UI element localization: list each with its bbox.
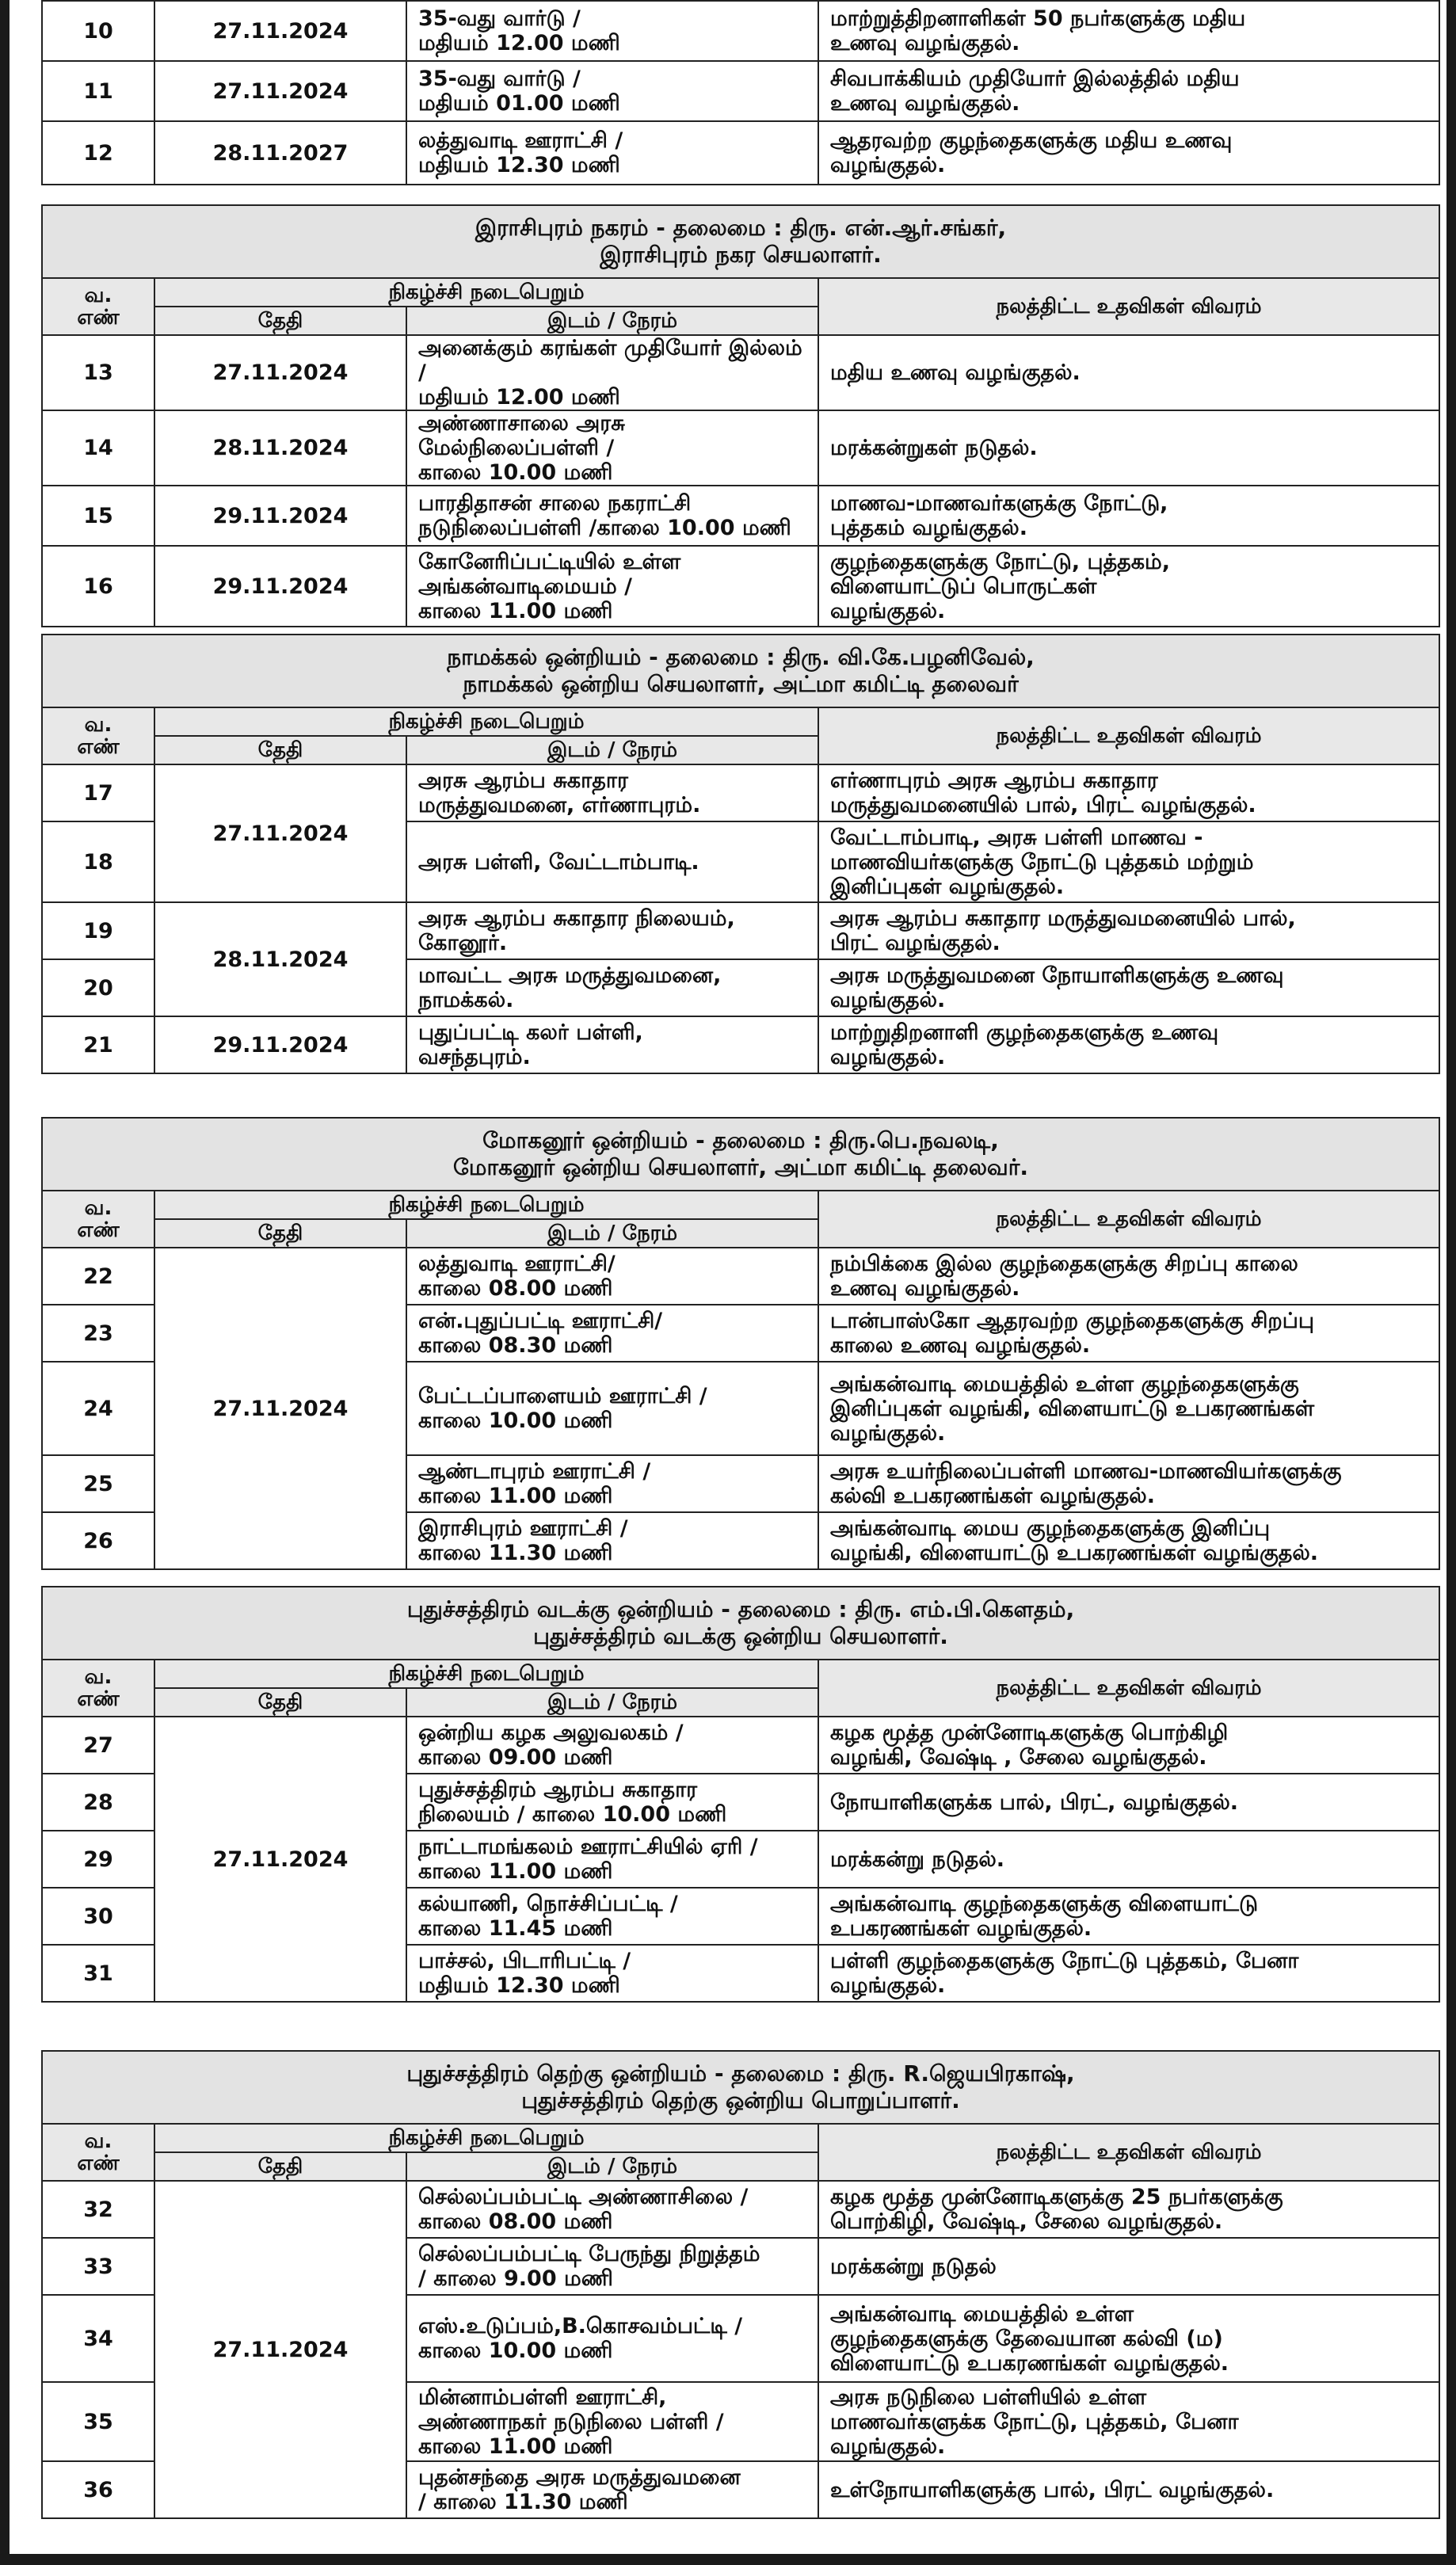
place-time-cell (406, 1305, 818, 1362)
date-cell: 27.11.2024 (154, 335, 406, 410)
text-line: வழங்குதல். (830, 1420, 946, 1446)
text-line: காலை 09.00 மணி (418, 1745, 613, 1770)
serial-number-cell: 29 (42, 1831, 154, 1888)
place-time-cell (406, 335, 818, 410)
text-line: அரசு மருத்துவமனை நோயாளிகளுக்கு உணவு (830, 963, 1284, 988)
details-cell (818, 1831, 1439, 1888)
serial-number-cell: 17 (42, 764, 154, 821)
details-cell (818, 1888, 1439, 1945)
date-cell: 27.11.2024 (154, 1717, 406, 2002)
text-line: காலை 11.00 மணி (418, 1859, 613, 1884)
header-line: வ. (84, 713, 112, 737)
place-time-header: இடம் / நேரம் (406, 1219, 818, 1248)
text-line: காலை 11.45 மணி (418, 1916, 613, 1941)
place-time-header: இடம் / நேரம் (406, 2152, 818, 2181)
text-line: புதன்சந்தை அரசு மருத்துவமனை (418, 2465, 741, 2490)
place-time-cell (406, 2382, 818, 2461)
serial-number-cell: 26 (42, 1512, 154, 1569)
text-line: லத்துவாடி ஊராட்சி/ (418, 1252, 616, 1276)
serial-number-cell: 24 (42, 1362, 154, 1455)
table-row (42, 546, 1439, 627)
details-cell (818, 2181, 1439, 2238)
text-line: கோனேரிப்பட்டியில் உள்ள (418, 549, 681, 574)
text-line: அங்கன்வாடி குழந்தைகளுக்கு விளையாட்டு (830, 1892, 1259, 1916)
table-row (42, 2181, 1439, 2238)
text-line: என்.புதுப்பட்டி ஊராட்சி/ (418, 1309, 663, 1333)
column-header-row (42, 1191, 1439, 1219)
text-line: இராசிபுரம் நகரம் - தலைமை : திரு. என்.ஆர்.சங்கர், (475, 215, 1007, 241)
place-time-cell (406, 959, 818, 1016)
serial-number-cell: 35 (42, 2382, 154, 2461)
details-header: நலத்திட்ட உதவிகள் விவரம் (818, 278, 1439, 335)
text-line: காலை உணவு வழங்குதல். (830, 1333, 1091, 1358)
place-time-header: இடம் / நேரம் (406, 736, 818, 764)
date-cell: 27.11.2024 (154, 1, 406, 61)
text-line: மாற்றுத்திறனாளிகள் 50 நபர்களுக்கு மதிய (830, 6, 1246, 31)
text-line: நாமக்கல் ஒன்றியம் - தலைமை : திரு. வி.கே.பழனிவேல், (447, 644, 1035, 670)
text-line: அரசு உயர்நிலைப்பள்ளி மாணவ-மாணவியர்களுக்கு (830, 1459, 1342, 1484)
table-row (42, 902, 1439, 959)
serial-number-cell: 21 (42, 1016, 154, 1073)
section-title-row (42, 635, 1439, 707)
text-line: மருத்துவமனை, எர்ணாபுரம். (418, 793, 701, 818)
details-cell (818, 1248, 1439, 1305)
serial-number-header (42, 1660, 154, 1717)
text-line: வழங்குதல். (830, 153, 946, 177)
text-line: அங்கன்வாடி மையத்தில் உள்ள (830, 2301, 1134, 2327)
text-line: மாணவ-மாணவர்களுக்கு நோட்டு, (830, 491, 1168, 516)
details-cell (818, 1717, 1439, 1774)
table-row (42, 121, 1439, 185)
text-line: இராசிபுரம் ஊராட்சி / (418, 1516, 628, 1541)
header-line: வ. (84, 284, 112, 307)
text-line: மதியம் 12.30 மணி (418, 1973, 620, 1998)
text-line: அரசு ஆரம்ப சுகாதார மருத்துவமனையில் பால், (830, 906, 1296, 931)
text-line: நாட்டாமங்கலம் ஊராட்சியில் ஏரி / (418, 1835, 758, 1859)
details-cell (818, 1774, 1439, 1831)
text-line: மதியம் 01.00 மணி (418, 91, 620, 116)
table-row (42, 410, 1439, 486)
text-line: காலை 08.00 மணி (418, 1276, 613, 1301)
text-line: உணவு வழங்குதல். (830, 31, 1020, 55)
text-line: இனிப்புகள் வழங்குதல். (830, 874, 1065, 899)
union-section-table (41, 2050, 1439, 2519)
text-line: கழக மூத்த முன்னோடிகளுக்கு 25 நபர்களுக்கு (830, 2185, 1283, 2209)
text-line: அரசு பள்ளி, வேட்டாம்பாடி. (418, 849, 699, 875)
date-cell: 27.11.2024 (154, 764, 406, 902)
header-line: எண் (77, 1218, 120, 1242)
text-line: புதுச்சத்திரம் தெற்கு ஒன்றிய பொறுப்பாளர். (521, 2087, 960, 2113)
header-line: வ. (84, 2129, 112, 2153)
place-time-cell (406, 1, 818, 61)
column-header-row (42, 278, 1439, 307)
event-header: நிகழ்ச்சி நடைபெறும் (154, 278, 818, 307)
text-line: மாவட்ட அரசு மருத்துவமனை, (418, 963, 722, 988)
event-header: நிகழ்ச்சி நடைபெறும் (154, 2124, 818, 2152)
text-line: வசந்தபுரம். (418, 1045, 531, 1069)
text-line: எர்ணாபுரம் அரசு ஆரம்ப சுகாதார (830, 768, 1158, 793)
serial-number-cell: 27 (42, 1717, 154, 1774)
place-time-cell (406, 1362, 818, 1455)
text-line: பேட்டப்பாளையம் ஊராட்சி / (418, 1384, 707, 1408)
text-line: வழங்குதல். (830, 598, 946, 623)
header-line: எண் (77, 1687, 120, 1711)
text-line: குழந்தைகளுக்கு தேவையான கல்வி (ம) (830, 2326, 1223, 2351)
text-line: இராசிபுரம் நகர செயலாளர். (600, 242, 882, 268)
details-cell (818, 410, 1439, 486)
details-cell (818, 1305, 1439, 1362)
serial-number-cell: 10 (42, 1, 154, 61)
place-time-cell (406, 1888, 818, 1945)
place-time-cell (406, 1455, 818, 1512)
details-cell (818, 61, 1439, 121)
place-time-header: இடம் / நேரம் (406, 307, 818, 335)
serial-number-header (42, 1191, 154, 1248)
text-line: நடுநிலைப்பள்ளி /காலை 10.00 மணி (418, 516, 791, 540)
text-line: அங்கன்வாடிமையம் / (418, 574, 632, 599)
text-line: பாரதிதாசன் சாலை நகராட்சி (418, 491, 692, 516)
text-line: உணவு வழங்குதல். (830, 91, 1020, 116)
text-line: மதியம் 12.00 மணி (418, 31, 620, 55)
text-line: மதியம் 12.00 மணி (418, 385, 620, 410)
text-line: / காலை 11.30 மணி (418, 2490, 628, 2514)
place-time-cell (406, 61, 818, 121)
details-cell (818, 1455, 1439, 1512)
place-time-cell (406, 821, 818, 902)
place-time-cell (406, 1717, 818, 1774)
text-line: அண்ணாசாலை அரசு மேல்நிலைப்பள்ளி / (418, 411, 625, 460)
serial-number-cell: 25 (42, 1455, 154, 1512)
details-cell (818, 902, 1439, 959)
text-line: மதிய உணவு வழங்குதல். (830, 360, 1081, 385)
date-cell: 29.11.2024 (154, 546, 406, 627)
text-line: மோகனூர் ஒன்றிய செயலாளர், அட்மா கமிட்டி தலைவர். (453, 1154, 1028, 1180)
text-line: உணவு வழங்குதல். (830, 1276, 1020, 1301)
place-time-cell (406, 1945, 818, 2002)
text-line: காலை 10.00 மணி (418, 1408, 613, 1433)
text-line: புத்தகம் வழங்குதல். (830, 516, 1027, 540)
details-header: நலத்திட்ட உதவிகள் விவரம் (818, 2124, 1439, 2181)
table-row (42, 1016, 1439, 1073)
column-header-row (42, 707, 1439, 736)
header-line: எண் (77, 735, 120, 759)
section-title (42, 1118, 1439, 1191)
place-time-cell (406, 2461, 818, 2518)
text-line: ஆதரவற்ற குழந்தைகளுக்கு மதிய உணவு (830, 128, 1233, 153)
place-time-cell (406, 2295, 818, 2382)
serial-number-header (42, 707, 154, 764)
date-cell: 27.11.2024 (154, 2181, 406, 2518)
text-line: காலை 10.00 மணி (418, 460, 613, 485)
date-cell: 28.11.2024 (154, 410, 406, 486)
date-header: தேதி (154, 736, 406, 764)
serial-number-header (42, 278, 154, 335)
section-title-row (42, 1118, 1439, 1191)
serial-number-cell: 13 (42, 335, 154, 410)
table-row (42, 61, 1439, 121)
place-time-header: இடம் / நேரம் (406, 1688, 818, 1717)
details-cell (818, 121, 1439, 185)
table-row (42, 1717, 1439, 1774)
date-header: தேதி (154, 2152, 406, 2181)
text-line: பொற்கிழி, வேஷ்டி, சேலை வழங்குதல். (830, 2209, 1223, 2234)
date-cell: 27.11.2024 (154, 1248, 406, 1569)
text-line: விளையாட்டு உபகரணங்கள் வழங்குதல். (830, 2350, 1229, 2376)
details-header: நலத்திட்ட உதவிகள் விவரம் (818, 1191, 1439, 1248)
table-row (42, 486, 1439, 546)
text-line: உள்நோயாளிகளுக்கு பால், பிரட் வழங்குதல். (830, 2477, 1275, 2502)
place-time-cell (406, 1512, 818, 1569)
serial-number-cell: 33 (42, 2238, 154, 2295)
details-header: நலத்திட்ட உதவிகள் விவரம் (818, 707, 1439, 764)
text-line: நம்பிக்கை இல்ல குழந்தைகளுக்கு சிறப்பு காலை (830, 1252, 1298, 1276)
place-time-cell (406, 1016, 818, 1073)
serial-number-cell: 14 (42, 410, 154, 486)
date-cell: 29.11.2024 (154, 486, 406, 546)
text-line: 35-வது வார்டு / (418, 6, 581, 31)
text-line: இனிப்புகள் வழங்கி, விளையாட்டு உபகரணங்கள் (830, 1396, 1315, 1421)
text-line: மருத்துவமனையில் பால், பிரட் வழங்குதல். (830, 793, 1256, 818)
union-section-table (41, 634, 1439, 1074)
text-line: மோகனூர் ஒன்றியம் - தலைமை : திரு.பெ.நவலடி, (482, 1127, 999, 1153)
header-line: வ. (84, 1665, 112, 1689)
place-time-cell (406, 2181, 818, 2238)
serial-number-cell: 15 (42, 486, 154, 546)
place-time-cell (406, 1774, 818, 1831)
text-line: மரக்கன்று நடுதல். (830, 1847, 1005, 1872)
details-cell (818, 1016, 1439, 1073)
date-header: தேதி (154, 1688, 406, 1717)
text-line: வழங்குதல். (830, 1045, 946, 1069)
details-cell (818, 1, 1439, 61)
text-line: வழங்குதல். (830, 1973, 946, 1998)
text-line: வழங்குதல். (830, 988, 946, 1012)
text-line: சிவபாக்கியம் முதியோர் இல்லத்தில் மதிய (830, 67, 1240, 91)
header-line: எண் (77, 306, 120, 330)
details-header: நலத்திட்ட உதவிகள் விவரம் (818, 1660, 1439, 1717)
date-cell: 27.11.2024 (154, 61, 406, 121)
text-line: காலை 10.00 மணி (418, 2338, 613, 2363)
union-section-table (41, 204, 1439, 627)
text-line: அரசு ஆரம்ப சுகாதார நிலையம், (418, 906, 735, 931)
serial-number-cell: 23 (42, 1305, 154, 1362)
text-line: காலை 11.00 மணி (418, 1484, 613, 1508)
table-row (42, 1, 1439, 61)
text-line: அரசு ஆரம்ப சுகாதார (418, 768, 628, 793)
column-header-row (42, 2124, 1439, 2152)
text-line: கல்யாணி, நொச்சிப்பட்டி / (418, 1892, 678, 1916)
text-line: பிரட் வழங்குதல். (830, 931, 1001, 955)
text-line: ஒன்றிய கழக அலுவலகம் / (418, 1721, 684, 1745)
event-header: நிகழ்ச்சி நடைபெறும் (154, 1660, 818, 1688)
text-line: டான்பாஸ்கோ ஆதரவற்ற குழந்தைகளுக்கு சிறப்பு (830, 1309, 1314, 1333)
text-line: வழங்கி, வேஷ்டி , சேலை வழங்குதல். (830, 1745, 1207, 1770)
serial-number-cell: 18 (42, 821, 154, 902)
serial-number-cell: 12 (42, 121, 154, 185)
text-line: 35-வது வார்டு / (418, 67, 581, 91)
details-cell (818, 1362, 1439, 1455)
text-line: அண்ணாநகர் நடுநிலை பள்ளி / (418, 2409, 724, 2434)
serial-number-cell: 11 (42, 61, 154, 121)
text-line: செல்லப்பம்பட்டி பேருந்து நிறுத்தம் (418, 2242, 760, 2266)
text-line: கோனூர். (418, 931, 508, 955)
union-section-table (41, 1586, 1439, 2003)
place-time-cell (406, 1248, 818, 1305)
text-line: மாணவியர்களுக்கு நோட்டு புத்தகம் மற்றும் (830, 849, 1254, 875)
text-line: நாமக்கல் ஒன்றிய செயலாளர், அட்மா கமிட்டி தலைவர் (463, 671, 1019, 697)
text-line: ஆண்டாபுரம் ஊராட்சி / (418, 1459, 651, 1484)
details-cell (818, 821, 1439, 902)
header-line: எண் (77, 2151, 120, 2175)
place-time-cell (406, 1831, 818, 1888)
text-line: பாச்சல், பிடாரிபட்டி / (418, 1949, 631, 1973)
text-line: காலை 11.30 மணி (418, 1541, 613, 1565)
details-cell (818, 2238, 1439, 2295)
union-section-table (41, 1117, 1439, 1570)
text-line: விளையாட்டுப் பொருட்கள் (830, 574, 1097, 599)
text-line: / காலை 9.00 மணி (418, 2266, 613, 2291)
details-cell (818, 2461, 1439, 2518)
text-line: புதுச்சத்திரம் வடக்கு ஒன்றிய செயலாளர். (533, 1623, 948, 1649)
details-cell (818, 2382, 1439, 2461)
serial-number-cell: 31 (42, 1945, 154, 2002)
serial-number-header (42, 2124, 154, 2181)
text-line: அங்கன்வாடி மைய குழந்தைகளுக்கு இனிப்பு (830, 1516, 1271, 1541)
text-line: காலை 11.00 மணி (418, 2434, 613, 2459)
text-line: புதுப்பட்டி கலர் பள்ளி, (418, 1020, 643, 1045)
text-line: பள்ளி குழந்தைகளுக்கு நோட்டு புத்தகம், பேனா (830, 1949, 1299, 1973)
serial-number-cell: 36 (42, 2461, 154, 2518)
section-title (42, 1587, 1439, 1660)
text-line: வழங்குதல். (830, 2434, 946, 2459)
event-header: நிகழ்ச்சி நடைபெறும் (154, 1191, 818, 1219)
date-cell: 29.11.2024 (154, 1016, 406, 1073)
text-line: மாணவர்களுக்க நோட்டு, புத்தகம், பேனா (830, 2409, 1239, 2434)
serial-number-cell: 20 (42, 959, 154, 1016)
text-line: நோயாளிகளுக்க பால், பிரட், வழங்குதல். (830, 1789, 1239, 1815)
details-cell (818, 764, 1439, 821)
date-header: தேதி (154, 1219, 406, 1248)
text-line: மரக்கன்றுகள் நடுதல். (830, 436, 1038, 460)
serial-number-cell: 22 (42, 1248, 154, 1305)
place-time-cell (406, 121, 818, 185)
place-time-cell (406, 486, 818, 546)
text-line: புதுச்சத்திரம் வடக்கு ஒன்றியம் - தலைமை : திரு. எம்.பி.கௌதம், (406, 1596, 1075, 1622)
column-header-row (42, 1660, 1439, 1688)
text-line: லத்துவாடி ஊராட்சி / (418, 128, 623, 153)
text-line: உபகரணங்கள் வழங்குதல். (830, 1916, 1092, 1941)
text-line: எஸ்.உடுப்பம்,B.கொசவம்பட்டி / (418, 2314, 743, 2338)
text-line: புதுச்சத்திரம் ஆரம்ப சுகாதார (418, 1778, 698, 1802)
section-title (42, 635, 1439, 707)
details-cell (818, 1512, 1439, 1569)
date-cell: 28.11.2027 (154, 121, 406, 185)
table-row (42, 1248, 1439, 1305)
details-cell (818, 1945, 1439, 2002)
details-cell (818, 2295, 1439, 2382)
text-line: காலை 08.00 மணி (418, 2209, 613, 2234)
date-cell: 28.11.2024 (154, 902, 406, 1016)
details-cell (818, 335, 1439, 410)
details-cell (818, 959, 1439, 1016)
section-title (42, 2051, 1439, 2124)
place-time-cell (406, 764, 818, 821)
details-cell (818, 546, 1439, 627)
section-title-row (42, 205, 1439, 278)
place-time-cell (406, 410, 818, 486)
text-line: குழந்தைகளுக்கு நோட்டு, புத்தகம், (830, 549, 1170, 574)
place-time-cell (406, 2238, 818, 2295)
text-line: செல்லப்பம்பட்டி அண்ணாசிலை / (418, 2185, 749, 2209)
serial-number-cell: 34 (42, 2295, 154, 2382)
table-row (42, 764, 1439, 821)
serial-number-cell: 16 (42, 546, 154, 627)
header-line: வ. (84, 1196, 112, 1220)
text-line: அனைக்கும் கரங்கள் முதியோர் இல்லம் / (418, 336, 802, 385)
text-line: காலை 08.30 மணி (418, 1333, 613, 1358)
serial-number-cell: 19 (42, 902, 154, 959)
text-line: கழக மூத்த முன்னோடிகளுக்கு பொற்கிழி (830, 1721, 1229, 1745)
place-time-cell (406, 546, 818, 627)
text-line: அங்கன்வாடி மையத்தில் உள்ள குழந்தைகளுக்கு (830, 1371, 1299, 1397)
text-line: வழங்கி, விளையாட்டு உபகரணங்கள் வழங்குதல். (830, 1541, 1319, 1565)
serial-number-cell: 30 (42, 1888, 154, 1945)
section-title (42, 205, 1439, 278)
table-row (42, 335, 1439, 410)
text-line: அரசு நடுநிலை பள்ளியில் உள்ள (830, 2384, 1147, 2410)
text-line: நிலையம் / காலை 10.00 மணி (418, 1802, 727, 1827)
section-title-row (42, 2051, 1439, 2124)
event-header: நிகழ்ச்சி நடைபெறும் (154, 707, 818, 736)
text-line: மின்னாம்பள்ளி ஊராட்சி, (418, 2384, 667, 2410)
date-header: தேதி (154, 307, 406, 335)
text-line: வேட்டாம்பாடி, அரசு பள்ளி மாணவ - (830, 825, 1203, 850)
text-line: நாமக்கல். (418, 988, 514, 1012)
serial-number-cell: 28 (42, 1774, 154, 1831)
serial-number-cell: 32 (42, 2181, 154, 2238)
text-line: மாற்றுதிறனாளி குழந்தைகளுக்கு உணவு (830, 1020, 1219, 1045)
place-time-cell (406, 902, 818, 959)
text-line: மரக்கன்று நடுதல் (830, 2254, 997, 2279)
text-line: காலை 11.00 மணி (418, 598, 613, 623)
continuation-table (41, 0, 1439, 185)
text-line: மதியம் 12.30 மணி (418, 153, 620, 177)
details-cell (818, 486, 1439, 546)
text-line: கல்வி உபகரணங்கள் வழங்குதல். (830, 1484, 1155, 1508)
text-line: புதுச்சத்திரம் தெற்கு ஒன்றியம் - தலைமை : திரு. R.ஜெயபிரகாஷ், (406, 2060, 1075, 2087)
section-title-row (42, 1587, 1439, 1660)
